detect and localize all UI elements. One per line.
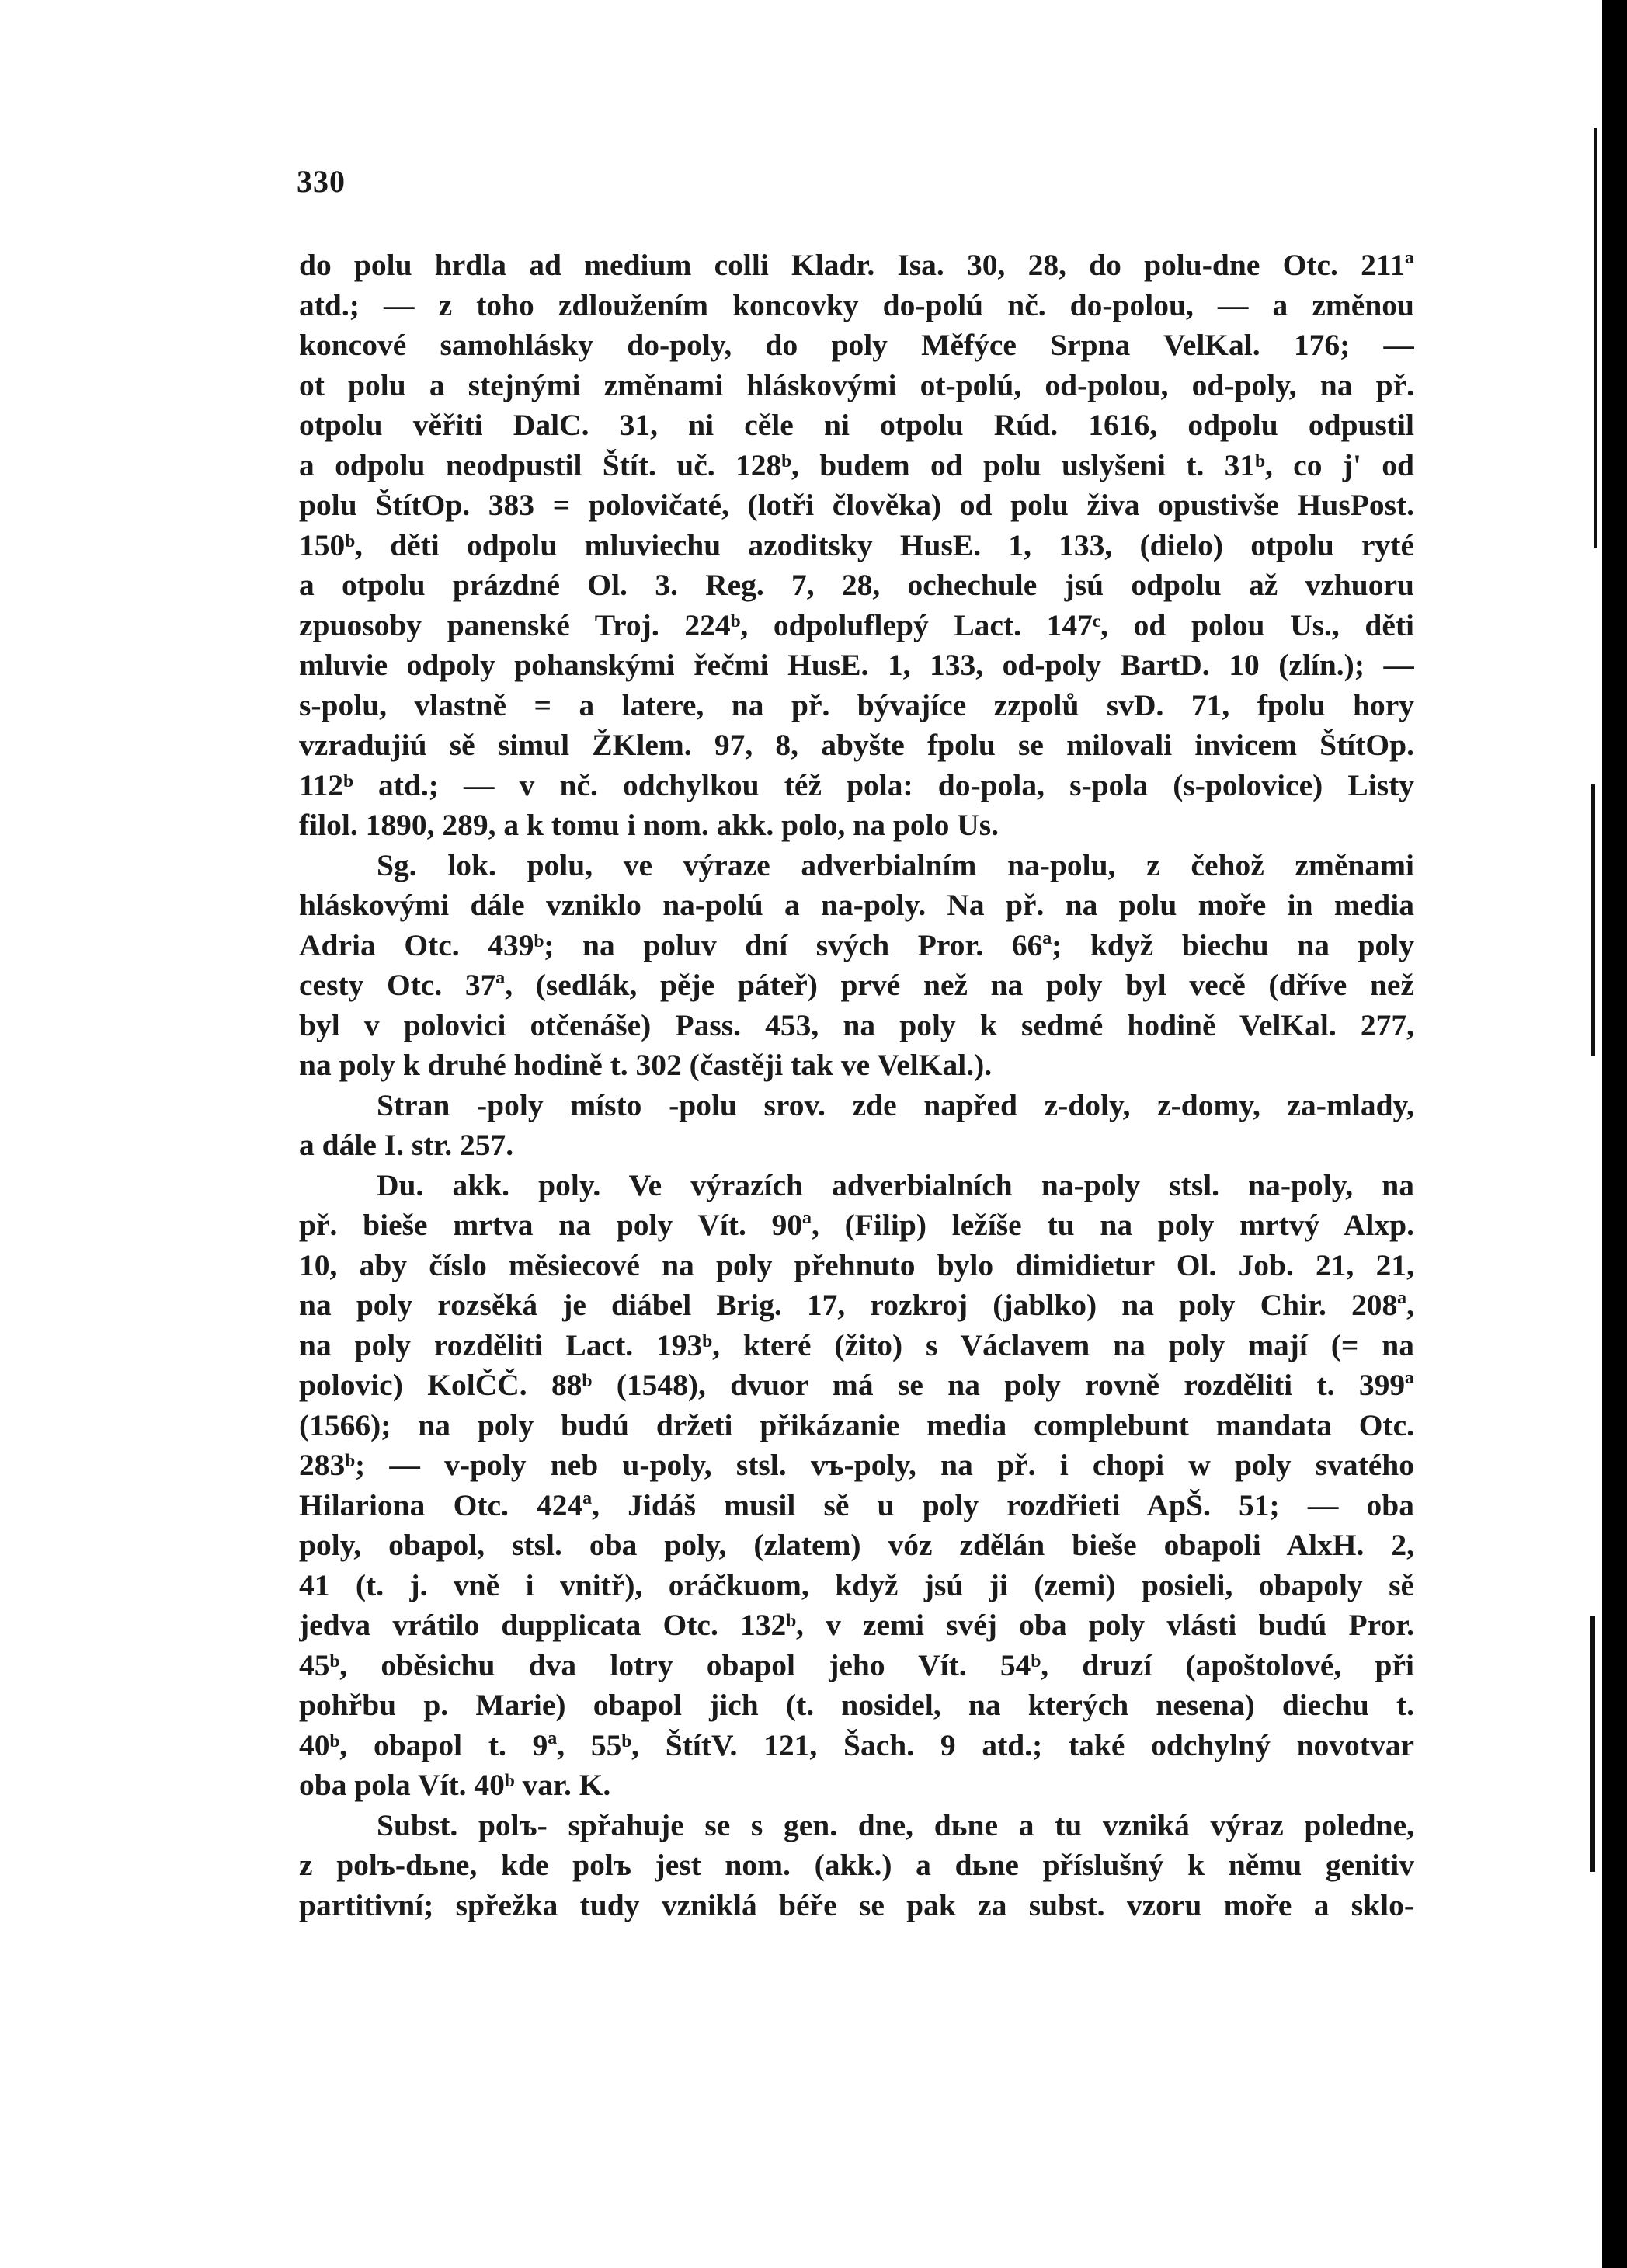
text-line: s-polu, vlastně = a latere, na př. bývajíce zzpolů svD. 71, fpolu hory [299, 687, 1414, 722]
text-line: polovic) KolČČ. 88ᵇ (1548), dvuor má se na poly rovně rozděliti t. 399ª [299, 1368, 1414, 1402]
text-line: atd.; — z toho zdloužením koncovky do-polú nč. do-polou, — a změnou [299, 287, 1414, 322]
text-line: a otpolu prázdné Ol. 3. Reg. 7, 28, ochechule jsú odpolu až vzhuoru [299, 568, 1414, 602]
text-line: 41 (t. j. vně i vnitř), oráčkuom, když jsú ji (zemi) posieli, obapoly sě [299, 1567, 1414, 1602]
text-line: zpuosoby panenské Troj. 224ᵇ, odpoluflepý Lact. 147ᶜ, od polou Us., děti [299, 607, 1414, 642]
text-line: ot polu a stejnými změnami hláskovými ot-polú, od-polou, od-poly, na př. [299, 367, 1414, 402]
text-line: a dále I. str. 257. [299, 1128, 514, 1162]
text-line: (1566); na poly budú držeti přikázanie media complebunt mandata Otc. [299, 1407, 1414, 1442]
text-line: 45ᵇ, oběsichu dva lotry obapol jeho Vít. 54ᵇ, druzí (apoštolové, při [299, 1647, 1414, 1682]
page-edge-mark [1590, 1616, 1595, 1872]
text-line: Subst. polъ- spřahuje se s gen. dne, dьne a tu vzniká výraz poledne, [377, 1807, 1414, 1842]
page-number: 330 [297, 164, 346, 199]
text-line: mluvie odpoly pohanskými řečmi HusE. 1, 133, od-poly BartD. 10 (zlín.); — [299, 648, 1414, 682]
page-edge-mark [1594, 128, 1597, 548]
text-line: na poly rozsěká je diábel Brig. 17, rozkroj (jablko) na poly Chir. 208ª, [299, 1288, 1414, 1322]
text-line: z polъ-dьne, kde polъ jest nom. (akk.) a dьne příslušný k němu genitiv [299, 1848, 1414, 1882]
text-line: př. bieše mrtva na poly Vít. 90ª, (Filip) ležíše tu na poly mrtvý Alxp. [299, 1208, 1414, 1242]
page-edge-mark [1591, 784, 1595, 1056]
text-line: 150ᵇ, děti odpolu mluviechu azoditsky HusE. 1, 133, (dielo) otpolu ryté [299, 527, 1414, 562]
text-line: do polu hrdla ad medium colli Kladr. Isa. 30, 28, do polu-dne Otc. 211ª [299, 248, 1414, 282]
paragraph [299, 245, 1414, 846]
text-line: a odpolu neodpustil Štít. uč. 128ᵇ, budem od polu uslyšeni t. 31ᵇ, co j' od [299, 447, 1414, 482]
text-line: 283ᵇ; — v-poly neb u-poly, stsl. vъ-poly, na př. i chopi w poly svatého [299, 1448, 1414, 1482]
text-line: partitivní; spřežka tudy vzniklá béře se pak za subst. vzoru moře a sklo- [299, 1887, 1414, 1922]
text-line: otpolu věřiti DalC. 31, ni cěle ni otpolu Rúd. 1616, odpolu odpustil [299, 408, 1414, 442]
text-line: poly, obapol, stsl. oba poly, (zlatem) vóz zdělán bieše obapoli AlxH. 2, [299, 1528, 1414, 1562]
text-line: filol. 1890, 289, a k tomu i nom. akk. polo, na polo Us. [299, 808, 999, 842]
body-text [299, 245, 1414, 1925]
text-line: vzradujiú sě simul ŽKlem. 97, 8, abyšte fpolu se milovali invicem ŠtítOp. [299, 728, 1414, 762]
paragraph [299, 846, 1414, 1086]
text-line: Du. akk. poly. Ve výrazích adverbialních na-poly stsl. na-poly, na [377, 1167, 1414, 1202]
text-line: polu ŠtítOp. 383 = polovičaté, (lotři člověka) od polu živa opustivše HusPost. [299, 488, 1414, 522]
text-line: Adria Otc. 439ᵇ; na poluv dní svých Pror. 66ª; když biechu na poly [299, 927, 1414, 962]
text-line: 10, aby číslo měsiecové na poly přehnuto bylo dimidietur Ol. Job. 21, 21, [299, 1247, 1414, 1282]
text-line: Stran -poly místo -polu srov. zde napřed z-doly, z-domy, za-mlady, [377, 1087, 1414, 1122]
text-line: oba pola Vít. 40ᵇ var. K. [299, 1768, 611, 1802]
text-line: na poly k druhé hodině t. 302 (častěji tak ve VelKal.). [299, 1048, 993, 1082]
text-line: 40ᵇ, obapol t. 9ª, 55ᵇ, ŠtítV. 121, Šach. 9 atd.; také odchylný novotvar [299, 1727, 1414, 1762]
text-line: cesty Otc. 37ª, (sedlák, pěje páteř) prvé než na poly byl vecě (dříve než [299, 968, 1414, 1002]
text-line: Hilariona Otc. 424ª, Jidáš musil sě u poly rozdřieti ApŠ. 51; — oba [299, 1487, 1414, 1522]
text-line: hláskovými dále vzniklo na-polú a na-poly. Na př. na polu moře in media [299, 888, 1414, 922]
paragraph [299, 1166, 1414, 1806]
text-line: na poly rozděliti Lact. 193ᵇ, které (žito) s Václavem na poly mají (= na [299, 1327, 1414, 1362]
text-line: jedva vrátilo dupplicata Otc. 132ᵇ, v zemi svéj oba poly vlásti budú Pror. [299, 1608, 1414, 1642]
paragraph [299, 1806, 1414, 1926]
text-line: 112ᵇ atd.; — v nč. odchylkou též pola: do-pola, s-pola (s-polovice) Listy [299, 767, 1414, 802]
text-line: pohřbu p. Marie) obapol jich (t. nosidel, na kterých nesena) diechu t. [299, 1688, 1414, 1722]
text-line: Sg. lok. polu, ve výraze adverbialním na-polu, z čehož změnami [377, 847, 1414, 882]
text-line: koncové samohlásky do-poly, do poly Měfýce Srpna VelKal. 176; — [299, 328, 1414, 362]
text-line: byl v polovici otčenáše) Pass. 453, na poly k sedmé hodině VelKal. 277, [299, 1007, 1414, 1042]
paragraph [299, 1086, 1414, 1166]
